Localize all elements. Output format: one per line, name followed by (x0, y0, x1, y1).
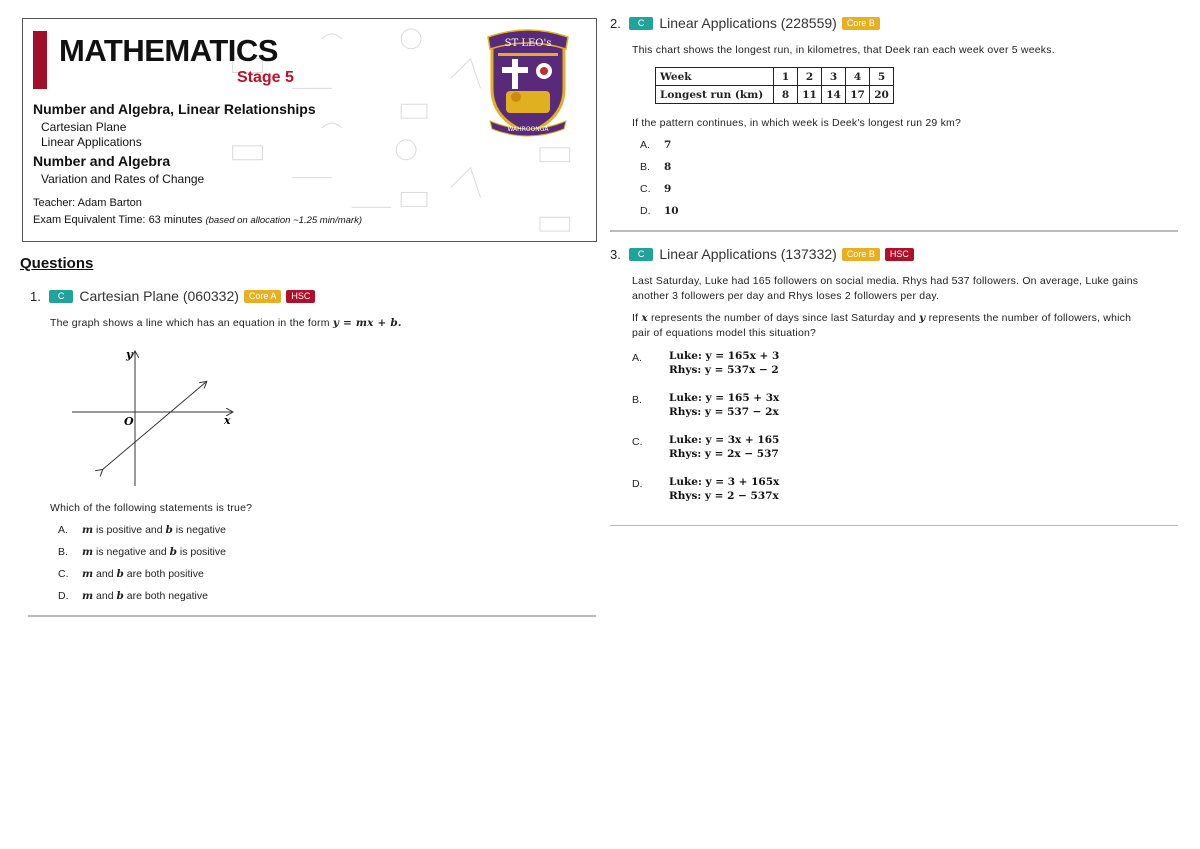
option-text: is negative and (96, 546, 167, 558)
var-m: m (82, 568, 94, 580)
var-m: m (82, 546, 94, 558)
graph-line (102, 382, 206, 470)
luke-equation: Luke: y = 3 + 165x (669, 476, 780, 488)
table-row (656, 68, 894, 86)
core-badge: Core A (244, 290, 282, 303)
var-x: x (641, 312, 648, 324)
option-c[interactable] (632, 436, 669, 448)
crest-top-text: ST LEO's (504, 38, 552, 49)
exam-time-line (33, 214, 362, 226)
question-3-header (610, 246, 914, 262)
table-cell: 1 (774, 68, 798, 86)
core-badge: Core B (842, 17, 880, 30)
table-cell: 11 (798, 86, 822, 104)
question-3-text-2a (632, 311, 1131, 326)
option-label: B. (58, 546, 68, 558)
table-cell: 17 (846, 86, 870, 104)
table-cell: 3 (822, 68, 846, 86)
option-a[interactable] (632, 352, 669, 364)
luke-equation: Luke: y = 3x + 165 (669, 434, 780, 446)
topic-heading-2: Number and Algebra (33, 153, 171, 169)
option-text: are both positive (126, 568, 204, 580)
option-label: B. (640, 161, 650, 173)
hsc-badge: HSC (885, 248, 914, 261)
option-value: 8 (664, 161, 672, 173)
school-crest-logo (486, 27, 570, 137)
rhys-equation: Rhys: y = 537x − 2 (669, 364, 779, 376)
exam-time-value: 63 minutes (148, 214, 203, 226)
option-a[interactable] (58, 524, 226, 536)
option-text: is negative (175, 524, 226, 536)
header-card (22, 18, 597, 242)
topic-sub-linear: Linear Applications (41, 135, 142, 149)
question-number: 2. (610, 15, 621, 31)
luke-equation: Luke: y = 165x + 3 (669, 350, 780, 362)
question-2-prompt: If the pattern continues, in which week is Deek's longest run 29 km? (632, 117, 962, 129)
calculator-badge: C (629, 248, 654, 261)
teacher-name: Adam Barton (77, 197, 142, 209)
var-m: m (82, 524, 94, 536)
table-cell: 14 (822, 86, 846, 104)
core-badge: Core B (842, 248, 880, 261)
y-axis-label: y (126, 348, 133, 361)
question-divider (610, 525, 1178, 526)
option-a-equations[interactable] (669, 349, 779, 377)
question-title: Linear Applications (137332) (659, 246, 837, 262)
table-cell: 4 (846, 68, 870, 86)
question-3-text-1a: Last Saturday, Luke had 165 followers on social media. Rhys had 537 followers. On average, Luke gains (632, 275, 1139, 287)
questions-heading: Questions (20, 255, 94, 272)
option-text: is positive (179, 546, 226, 558)
option-label: D. (632, 478, 643, 490)
crest-bottom-text: WAHROONGA (507, 126, 549, 133)
var-m: m (82, 590, 94, 602)
stage-label: Stage 5 (237, 69, 294, 86)
option-label: B. (632, 394, 642, 406)
option-value: 10 (664, 205, 679, 217)
question-number: 1. (30, 288, 41, 304)
text-segment: If (632, 312, 639, 324)
calculator-badge: C (49, 290, 74, 303)
option-label: C. (640, 183, 651, 195)
question-3-text-1b: another 3 followers per day and Rhys loses 2 followers per day. (632, 290, 940, 302)
teacher-line (33, 197, 142, 209)
option-b[interactable] (632, 394, 669, 406)
var-b: b (116, 568, 124, 580)
option-label: A. (632, 352, 642, 364)
x-axis-label: x (224, 414, 231, 427)
exam-time-note: (based on allocation ~1.25 min/mark) (205, 215, 363, 226)
option-c[interactable] (58, 568, 204, 580)
table-header-week: Week (656, 68, 774, 86)
topic-sub-cartesian: Cartesian Plane (41, 120, 127, 134)
luke-equation: Luke: y = 165 + 3x (669, 392, 780, 404)
rhys-equation: Rhys: y = 2x − 537 (669, 448, 779, 460)
option-label: C. (58, 568, 69, 580)
question-1-prompt: Which of the following statements is true? (50, 502, 253, 514)
option-b-equations[interactable] (669, 391, 779, 419)
question-title: Linear Applications (228559) (659, 15, 837, 31)
var-b: b (169, 546, 177, 558)
question-1-stem: The graph shows a line which has an equation in the form (50, 317, 330, 329)
text-segment: represents the number of followers, which (928, 312, 1132, 324)
line-graph (68, 346, 238, 488)
rhys-equation: Rhys: y = 537 − 2x (669, 406, 779, 418)
question-3-text-2b: pair of equations model this situation? (632, 327, 817, 339)
page-title: MATHEMATICS (59, 33, 278, 68)
hsc-badge: HSC (286, 290, 315, 303)
option-label: D. (58, 590, 69, 602)
question-number: 3. (610, 246, 621, 262)
option-label: A. (640, 139, 650, 151)
option-d-equations[interactable] (669, 475, 779, 503)
table-cell: 8 (774, 86, 798, 104)
option-label: A. (58, 524, 68, 536)
question-divider (28, 615, 596, 617)
var-b: b (165, 524, 173, 536)
equation-form: y = mx + b. (332, 317, 402, 329)
table-row (656, 86, 894, 104)
option-text: are both negative (126, 590, 208, 602)
exam-time-label: Exam Equivalent Time: (33, 214, 146, 226)
question-1-header (30, 288, 315, 304)
rhys-equation: Rhys: y = 2 − 537x (669, 490, 779, 502)
option-text: and (96, 568, 114, 580)
calculator-badge: C (629, 17, 654, 30)
var-b: b (116, 590, 124, 602)
question-2-text: This chart shows the longest run, in kilometres, that Deek ran each week over 5 weeks. (632, 44, 1055, 56)
question-divider (610, 230, 1178, 232)
option-label: C. (632, 436, 643, 448)
option-text: and (96, 590, 114, 602)
origin-label: O (124, 415, 134, 428)
option-label: D. (640, 205, 651, 217)
option-b[interactable] (640, 161, 671, 173)
option-value: 7 (664, 139, 672, 151)
text-segment: represents the number of days since last Saturday and (650, 312, 917, 324)
table-header-run: Longest run (km) (656, 86, 774, 104)
option-d[interactable] (58, 590, 208, 602)
question-2-header (610, 15, 880, 31)
option-c[interactable] (640, 183, 671, 195)
topic-sub-variation: Variation and Rates of Change (41, 172, 205, 186)
option-a[interactable] (640, 139, 671, 151)
teacher-label: Teacher: (33, 197, 76, 209)
question-1-text (50, 316, 402, 331)
question-title: Cartesian Plane (060332) (79, 288, 239, 304)
table-cell: 5 (870, 68, 894, 86)
option-value: 9 (664, 183, 672, 195)
title-accent-bar (33, 31, 47, 89)
table-cell: 2 (798, 68, 822, 86)
option-b[interactable] (58, 546, 226, 558)
var-y: y (919, 312, 926, 324)
option-d[interactable] (640, 205, 679, 217)
longest-run-table (655, 67, 894, 104)
topic-heading-1: Number and Algebra, Linear Relationships (33, 101, 316, 117)
option-d[interactable] (632, 478, 669, 490)
option-text: is positive and (96, 524, 163, 536)
option-c-equations[interactable] (669, 433, 779, 461)
table-cell: 20 (870, 86, 894, 104)
